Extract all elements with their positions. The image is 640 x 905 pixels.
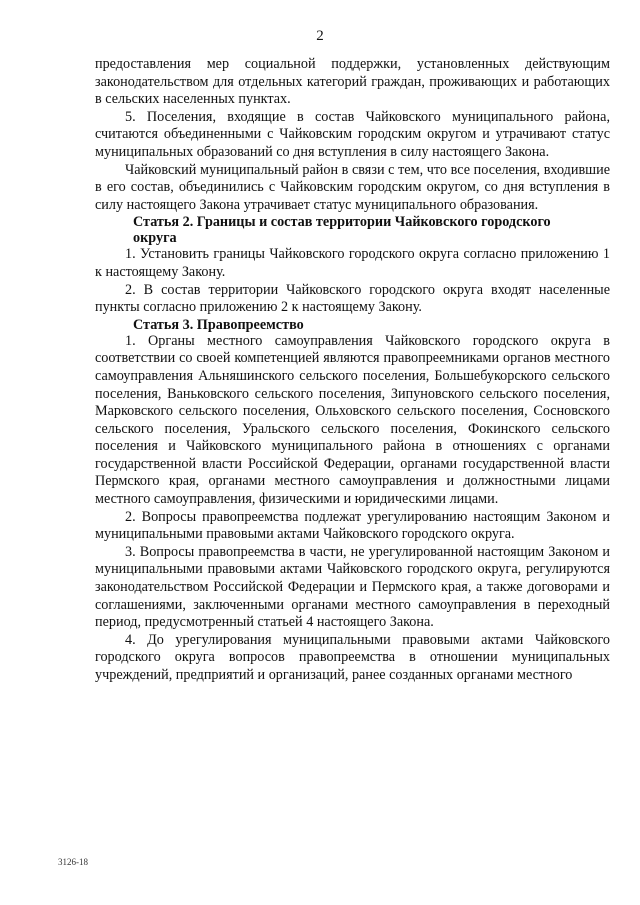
article-2-item-2: 2. В состав территории Чайковского городского округа входят населенные пункты согласно приложению 2 к настоящему Закону. [95, 281, 610, 316]
article-3-heading: Статья 3. Правопреемство [133, 316, 304, 333]
article-3-item-1: 1. Органы местного самоуправления Чайковского городского округа в соответствии со своей компетенцией являются правопреемниками органов местного самоуправления Альняшинского сельского поселения, Большебукорского сельского поселения, Ваньковского сельского поселения, Зипуновского сельского поселения, Марковского сельского поселения, Ольховского сельского поселения, Сосновского сельского поселения, Уральского сельского поселения, Фокинского сельского поселения и Чайковского муниципального района в отношениях с органами государственной власти Российской Федерации, органами государственной власти Пермского края, органами местного самоуправления и должностными лицами местного самоуправления, физическими и юридическими лицами. [95, 332, 610, 508]
article-3-item-4: 4. До урегулирования муниципальными правовыми актами Чайковского городского округа вопросов правопреемства в отношении муниципальных учреждений, предприятий и организаций, ранее созданных органами местного [95, 631, 610, 683]
article-3-item-2: 2. Вопросы правопреемства подлежат урегулированию настоящим Законом и муниципальными правовыми актами Чайковского городского округа. [95, 508, 610, 543]
article-3-item-3: 3. Вопросы правопреемства в части, не урегулированной настоящим Законом и муниципальными правовыми актами Чайковского городского округа, регулируются законодательством Российской Федерации и Пермского края, а также договорами и соглашениями, заключенными органами местного самоуправления в переходный период, предусмотренный статьей 4 настоящего Закона. [95, 543, 610, 631]
document-body [95, 56, 610, 685]
document-code: 3126-18 [58, 857, 88, 867]
paragraph-item-5: 5. Поселения, входящие в состав Чайковского муниципального района, считаются объединенными с Чайковским городским округом и утрачивают статус муниципальных образований со дня вступления в силу настоящего Закона. [95, 108, 610, 160]
page-number: 2 [316, 28, 324, 44]
paragraph-district-status: Чайковский муниципальный район в связи с тем, что все поселения, входившие в его состав, объединились с Чайковским городским округом, со дня вступления в силу настоящего Закона утрачивает статус муниципального образования. [95, 161, 610, 213]
article-2-heading: Статья 2. Границы и состав территории Чайковского городского округа [133, 214, 551, 247]
article-2-item-1: 1. Установить границы Чайковского городского округа согласно приложению 1 к настоящему Закону. [95, 246, 610, 280]
paragraph-continuation: предоставления мер социальной поддержки, установленных действующим законодательством для отдельных категорий граждан, проживающих и работающих в сельских населенных пунктах. [95, 56, 610, 108]
